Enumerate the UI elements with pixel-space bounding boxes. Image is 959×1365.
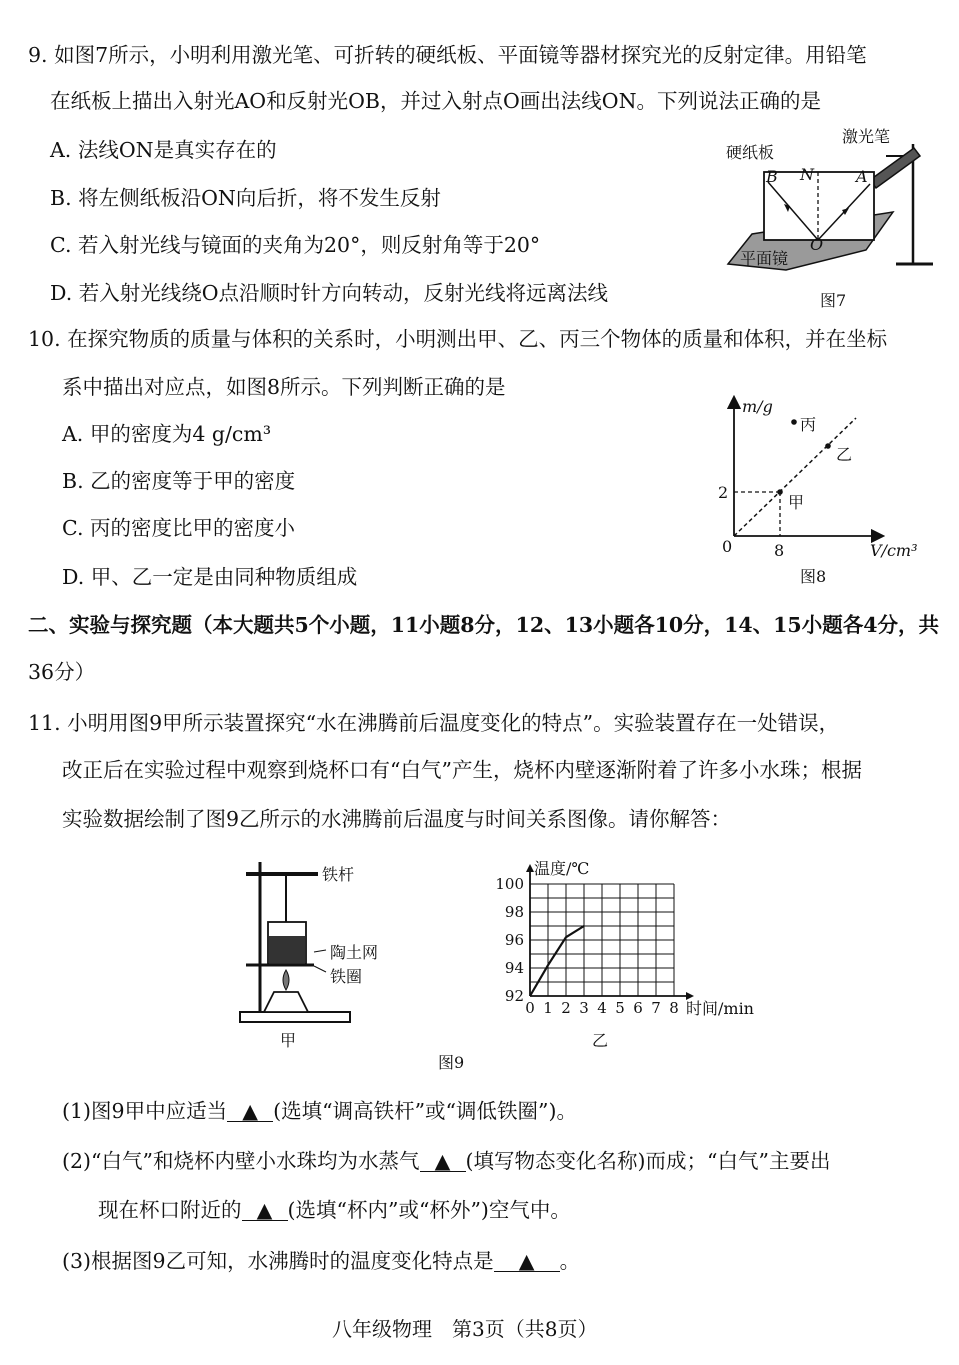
q11-sub-2b-post: (选填“杯内”或“杯外”)空气中。	[287, 1198, 571, 1222]
q11-sub-1-post: (选填“调高铁杆”或“调低铁圈”)。	[273, 1099, 578, 1123]
x-tick-label: 3	[579, 999, 589, 1017]
q11-sub-1-blank[interactable]: ▲	[227, 1101, 273, 1122]
x-tick-label: 0	[525, 999, 535, 1017]
q9-stem-line2: 在纸板上描出入射光AO和反射光OB，并过入射点O画出法线ON。下列说法正确的是	[50, 89, 822, 113]
x-tick-label: 8	[669, 999, 679, 1017]
q11-sub-2b	[98, 1197, 571, 1223]
q11-sub-3-pre: (3)根据图9乙可知，水沸腾时的温度变化特点是	[62, 1249, 494, 1273]
q11-sub-1	[62, 1098, 577, 1124]
figure-9-jia	[228, 852, 408, 1052]
section-2-heading: 二、实验与探究题（本大题共5个小题，11小题8分，12、13小题各10分，14、15小题各4分，共	[28, 613, 939, 637]
figure-7	[718, 122, 938, 314]
x-tick-label: 5	[615, 999, 625, 1017]
figure-9-yi-chart	[490, 852, 790, 1052]
point-jia	[777, 489, 783, 495]
label-ceramic-net: 陶土网	[330, 943, 379, 962]
q11-sub-1-pre: (1)图9甲中应适当	[62, 1099, 228, 1123]
q11-stem-line2: 改正后在实验过程中观察到烧杯口有“白气”产生，烧杯内壁逐渐附着了许多小水珠；根据	[62, 758, 862, 782]
q11-sub-2a-post: (填写物态变化名称)而成；“白气”主要出	[465, 1149, 831, 1173]
q9-option-b: B. 将左侧纸板沿ON向后折，将不发生反射	[50, 186, 441, 210]
chart-x-axis-label: 时间/min	[686, 999, 754, 1018]
figure-9-caption: 图9	[438, 1053, 465, 1072]
q11-sub-2b-blank[interactable]: ▲	[242, 1200, 288, 1221]
q10-stem-line2: 系中描出对应点，如图8所示。下列判断正确的是	[62, 375, 506, 399]
label-plane-mirror: 平面镜	[740, 249, 789, 268]
q11-stem-line1: 11. 小明用图9甲所示装置探究“水在沸腾前后温度变化的特点”。实验装置存在一处错误，	[28, 711, 840, 735]
figure-9-jia-caption: 甲	[280, 1031, 297, 1050]
q9-option-c: C. 若入射光线与镜面的夹角为20°，则反射角等于20°	[50, 233, 541, 257]
label-bing: 丙	[800, 415, 817, 434]
figure-9-yi-caption: 乙	[592, 1031, 609, 1050]
q10-option-a: A. 甲的密度为4 g/cm³	[62, 422, 272, 446]
axis-label-volume: V/cm³	[870, 541, 918, 560]
point-bing	[791, 419, 797, 425]
label-jia: 甲	[788, 493, 805, 512]
point-yi	[825, 443, 831, 449]
label-laser-pen: 激光笔	[842, 127, 891, 146]
label-yi: 乙	[836, 445, 853, 464]
figure-8	[700, 392, 930, 588]
y-tick-label: 98	[504, 903, 524, 921]
q9-stem-line1: 9. 如图7所示，小明利用激光笔、可折转的硬纸板、平面镜等器材探究光的反射定律。用铅笔	[28, 43, 867, 67]
q10-option-b: B. 乙的密度等于甲的密度	[62, 469, 296, 493]
label-point-n: N	[800, 165, 814, 184]
figure-7-caption: 图7	[820, 291, 847, 310]
q11-sub-2a-pre: (2)“白气”和烧杯内壁小水珠均为水蒸气	[62, 1149, 420, 1173]
y-tick-label: 94	[504, 959, 524, 977]
q11-sub-3-post: 。	[559, 1249, 581, 1273]
q9-option-d: D. 若入射光线绕O点沿顺时针方向转动，反射光线将远离法线	[50, 281, 609, 305]
figure-8-caption: 图8	[800, 567, 827, 586]
q11-sub-3-blank[interactable]: ▲	[494, 1251, 560, 1272]
axis-label-mass: m/g	[742, 397, 773, 416]
chart-y-axis-label: 温度/℃	[534, 859, 590, 878]
temperature-line	[530, 926, 584, 996]
x-tick-label: 2	[561, 999, 571, 1017]
label-point-o: O	[810, 235, 824, 254]
page-footer: 八年级物理 第3页（共8页）	[332, 1317, 598, 1341]
q10-option-c: C. 丙的密度比甲的密度小	[62, 516, 295, 540]
x-tick-8: 8	[774, 541, 785, 560]
label-hard-board: 硬纸板	[726, 143, 775, 162]
q11-sub-3	[62, 1248, 580, 1274]
q11-stem-line3: 实验数据绘制了图9乙所示的水沸腾前后温度与时间关系图像。请你解答：	[62, 807, 732, 831]
label-iron-rod: 铁杆	[322, 865, 355, 884]
q10-stem-line1: 10. 在探究物质的质量与体积的关系时，小明测出甲、乙、丙三个物体的质量和体积，并在坐标	[28, 327, 888, 351]
q11-sub-2a	[62, 1148, 830, 1174]
y-tick-label: 100	[495, 875, 524, 893]
q11-sub-2b-pre: 现在杯口附近的	[98, 1198, 242, 1222]
label-point-a: A	[856, 167, 868, 186]
q9-option-a: A. 法线ON是真实存在的	[50, 138, 277, 162]
origin-label: 0	[722, 537, 733, 556]
x-tick-label: 4	[597, 999, 607, 1017]
x-tick-label: 1	[543, 999, 553, 1017]
q11-sub-2a-blank[interactable]: ▲	[420, 1151, 466, 1172]
y-tick-label: 96	[504, 931, 524, 949]
label-point-b: B	[766, 167, 778, 186]
section-2-heading-cont: 36分）	[28, 660, 96, 684]
label-iron-ring: 铁圈	[330, 967, 363, 986]
q10-option-d: D. 甲、乙一定是由同种物质组成	[62, 565, 358, 589]
y-tick-label: 92	[504, 987, 524, 1005]
y-axis-arrow	[526, 864, 534, 872]
x-tick-label: 6	[633, 999, 643, 1017]
y-tick-2: 2	[718, 483, 729, 502]
x-tick-label: 7	[651, 999, 661, 1017]
